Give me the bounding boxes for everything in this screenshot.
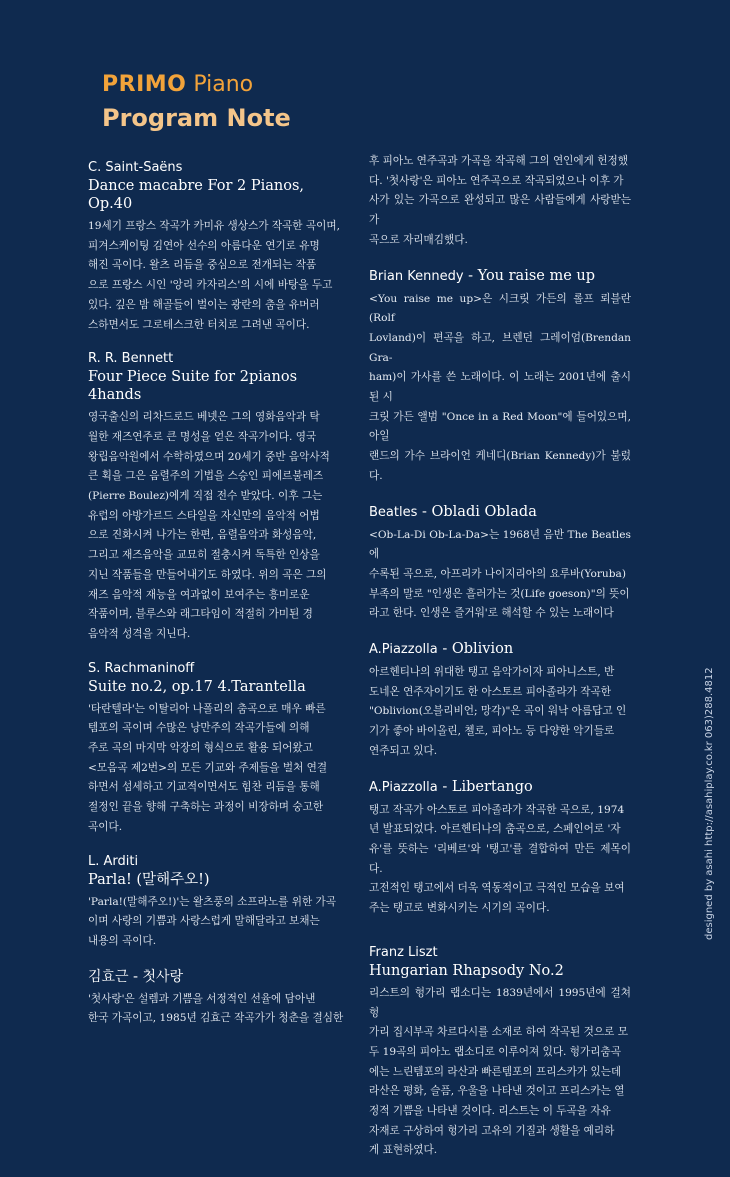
program-description: 후 피아노 연주곡과 가곡을 작곡해 그의 연인에게 헌정했 다. '첫사랑'은 피아노 연주곡으로 작곡되었으나 이후 가 사가 있는 가곡으로 완성되고 많은 사람들에게 사랑받는 가 곡으로 자리매김했다. <box>369 155 631 246</box>
piece-name: Obladi Oblada <box>431 503 537 520</box>
piece-title: Beatles - Obladi Oblada <box>369 503 537 520</box>
credit-text: designed by asahi http://asahiplay.co.kr 063)288.4812 <box>704 667 715 940</box>
program-item <box>369 640 631 762</box>
brand-primo: PRIMO <box>102 72 187 97</box>
program-description: 'Parla!(말해주오!)'는 왈츠풍의 소프라노를 위한 가곡 이며 사랑의 기쁨과 사랑스럽게 말해달라고 보채는 내용의 곡이다. <box>88 895 337 947</box>
page-title: Program Note <box>102 104 291 132</box>
composer-name: C. Saint-Saëns <box>88 160 183 175</box>
program-description: 영국출신의 리차드로드 베넷은 그의 영화음악과 탁 월한 재즈연주로 큰 명성을 얻은 작곡가이다. 영국 왕립음악원에서 수학하였으며 20세기 중반 음악사적 큰 획을 그은 음렬주의 기법을 스승인 피에르불레즈 (Pierre Boulez)에게 직접 전수 받았다. 이후 그는 유럽의 아방가르드 스타일을 자신만의 음악적 어법 으로 진화시켜 나가는 한편, 음렬음악과 화성음악, 그리고 재즈음악을 교묘히 절충시켜 독특한 인상을 지닌 작품들을 만들어내기도 하였다. 위의 곡은 그의 재즈 음악적 재능을 여과없이 보여주는 흥미로운 작품이며, 블루스와 래그타임이 적절히 가미된 경 음악적 성격을 지닌다. <box>88 411 330 640</box>
composer-name: A.Piazzolla <box>369 642 438 658</box>
program-item <box>369 503 631 625</box>
piece-title: Suite no.2, op.17 4.Tarantella <box>88 678 306 695</box>
composer-name: A.Piazzolla <box>369 779 438 795</box>
piece-title: Parla! (말해주오!) <box>88 871 210 888</box>
program-item <box>88 661 350 838</box>
brand-piano: Piano <box>193 72 254 97</box>
program-item <box>88 854 350 952</box>
piece-title: Dance macabre For 2 Pianos, Op.40 <box>88 178 305 212</box>
program-description: '타란텔라'는 이탈리아 나폴리의 춤곡으로 매우 빠른 템포의 곡이며 수많은 낭만주의 작곡가들에 의해 주로 곡의 마지막 악장의 형식으로 활용 되어왔고 <모음곡 제2번>의 모든 기교와 주제들을 벌처 연결 하면서 섬세하고 기교적이면서도 힘찬 리듬을 통해 절정인 끝을 향해 구축하는 과정이 비장하며 숭고한 곡이다. <box>88 702 328 833</box>
program-item <box>88 351 350 644</box>
composer-name: L. Arditi <box>88 853 139 869</box>
piece-title: Hungarian Rhapsody No.2 <box>369 962 564 979</box>
composer-name: R. R. Bennett <box>88 351 174 367</box>
piece-name: Libertango <box>451 778 533 795</box>
program-item <box>88 968 350 1029</box>
program-item <box>369 267 631 487</box>
program-description: 19세기 프랑스 작곡가 카미유 생상스가 작곡한 곡이며, 피겨스케이팅 김연아 선수의 아름다운 연기로 유명 해진 곡이다. 왈츠 리듬을 중심으로 전개되는 작품 으로 프랑스 시인 '앙리 카자리스'의 시에 바탕을 두고 있다. 깊은 밤 해골들이 벌이는 광란의 춤을 유머러 스하면서도 그로테스크한 터치로 그려낸 곡이다. <box>88 220 340 331</box>
piece-title: A.Piazzolla - Oblivion <box>369 641 514 658</box>
piece-title: A.Piazzolla - Libertango <box>369 778 533 795</box>
designer-credit <box>704 667 726 940</box>
program-item <box>369 778 631 919</box>
program-description: <Ob-La-Di Ob-La-Da>는 1968년 음반 The Beatles에 수록된 곡으로, 아프리카 나이지리아의 요루바(Yoruba) 부족의 말로 "인생은 흘러가는 것(Life goeson)"의 뜻이 라고 한다. 인생은 즐거워'로 해석할 수 있는 노래이다 <box>369 528 631 620</box>
piece-title: 김효근 - 첫사랑 <box>88 968 184 985</box>
program-item <box>369 945 631 1161</box>
program-item <box>88 160 350 335</box>
piece-name: You raise me up <box>477 267 596 284</box>
composer-name: Brian Kennedy <box>369 268 464 284</box>
program-description: 아르헨티나의 위대한 탱고 음악가이자 피아니스트, 반 도네온 연주자이기도 한 아스토르 피아졸라가 작곡한 "Oblivion(오블리비언; 망각)"은 곡이 워낙 아름답고 인 기가 좋아 바이올린, 첼로, 피아노 등 다양한 악기들로 연주되고 있다. <box>369 666 627 757</box>
piece-title: Brian Kennedy - You raise me up <box>369 267 596 284</box>
composer-name: Beatles <box>369 504 418 520</box>
program-description: '첫사랑'은 설렘과 기쁨을 서정적인 선율에 담아낸 한국 가곡이고, 1985년 김효근 작곡가가 청춘을 결심한 <box>88 992 344 1025</box>
composer-name: S. Rachmaninoff <box>88 660 195 676</box>
left-column <box>88 160 350 1045</box>
piece-name: Oblivion <box>451 641 514 658</box>
program-description: <You raise me up>은 시크릿 가든의 롤프 뢰블란(Rolf Lovland)이 편곡을 하고, 브렌던 그레이엄(Brendan Gra- ham)이 가사를 쓴 노래이다. 이 노래는 2001년에 출시된 시 크릿 가든 앨범 "Once in a Red Moon"에 들어있으며, 아일 랜드의 가수 브라이언 케네디(Brian Kennedy)가 불렀다. <box>369 292 631 482</box>
composer-name: Franz Liszt <box>369 944 438 960</box>
program-description: 리스트의 헝가리 랩소디는 1839년에서 1995년에 걸쳐 헝 가리 집시부곡 차르다시를 소재로 하여 작곡된 것으로 모 두 19곡의 피아노 랩소디로 이루어져 있다. 헝가리춤곡 에는 느린템포의 라산과 빠른템포의 프리스카가 있는데 라산은 평화, 슬픔, 우울을 나타낸 것이고 프리스카는 열 정적 기쁨을 나타낸 것이다. 리스트는 이 두곡을 자유 자재로 구상하여 헝가리 고유의 기질과 생활을 예리하 게 표현하였다. <box>369 986 631 1157</box>
program-description: 탱고 작곡가 아스토르 피아졸라가 작곡한 곡으로, 1974 년 발표되었다. 아르헨티나의 춤곡으로, 스페인어로 '자 유'를 뜻하는 '리베르'와 '탱고'를 결합하여 만든 제목이다. 고전적인 탱고에서 더욱 역동적이고 극적인 모습을 보여 주는 탱고로 변화시키는 시기의 곡이다. <box>369 803 631 915</box>
right-column <box>369 152 631 1177</box>
piece-title: Four Piece Suite for 2pianos 4hands <box>88 369 298 404</box>
brand-logo <box>102 72 253 97</box>
program-item <box>369 152 631 251</box>
